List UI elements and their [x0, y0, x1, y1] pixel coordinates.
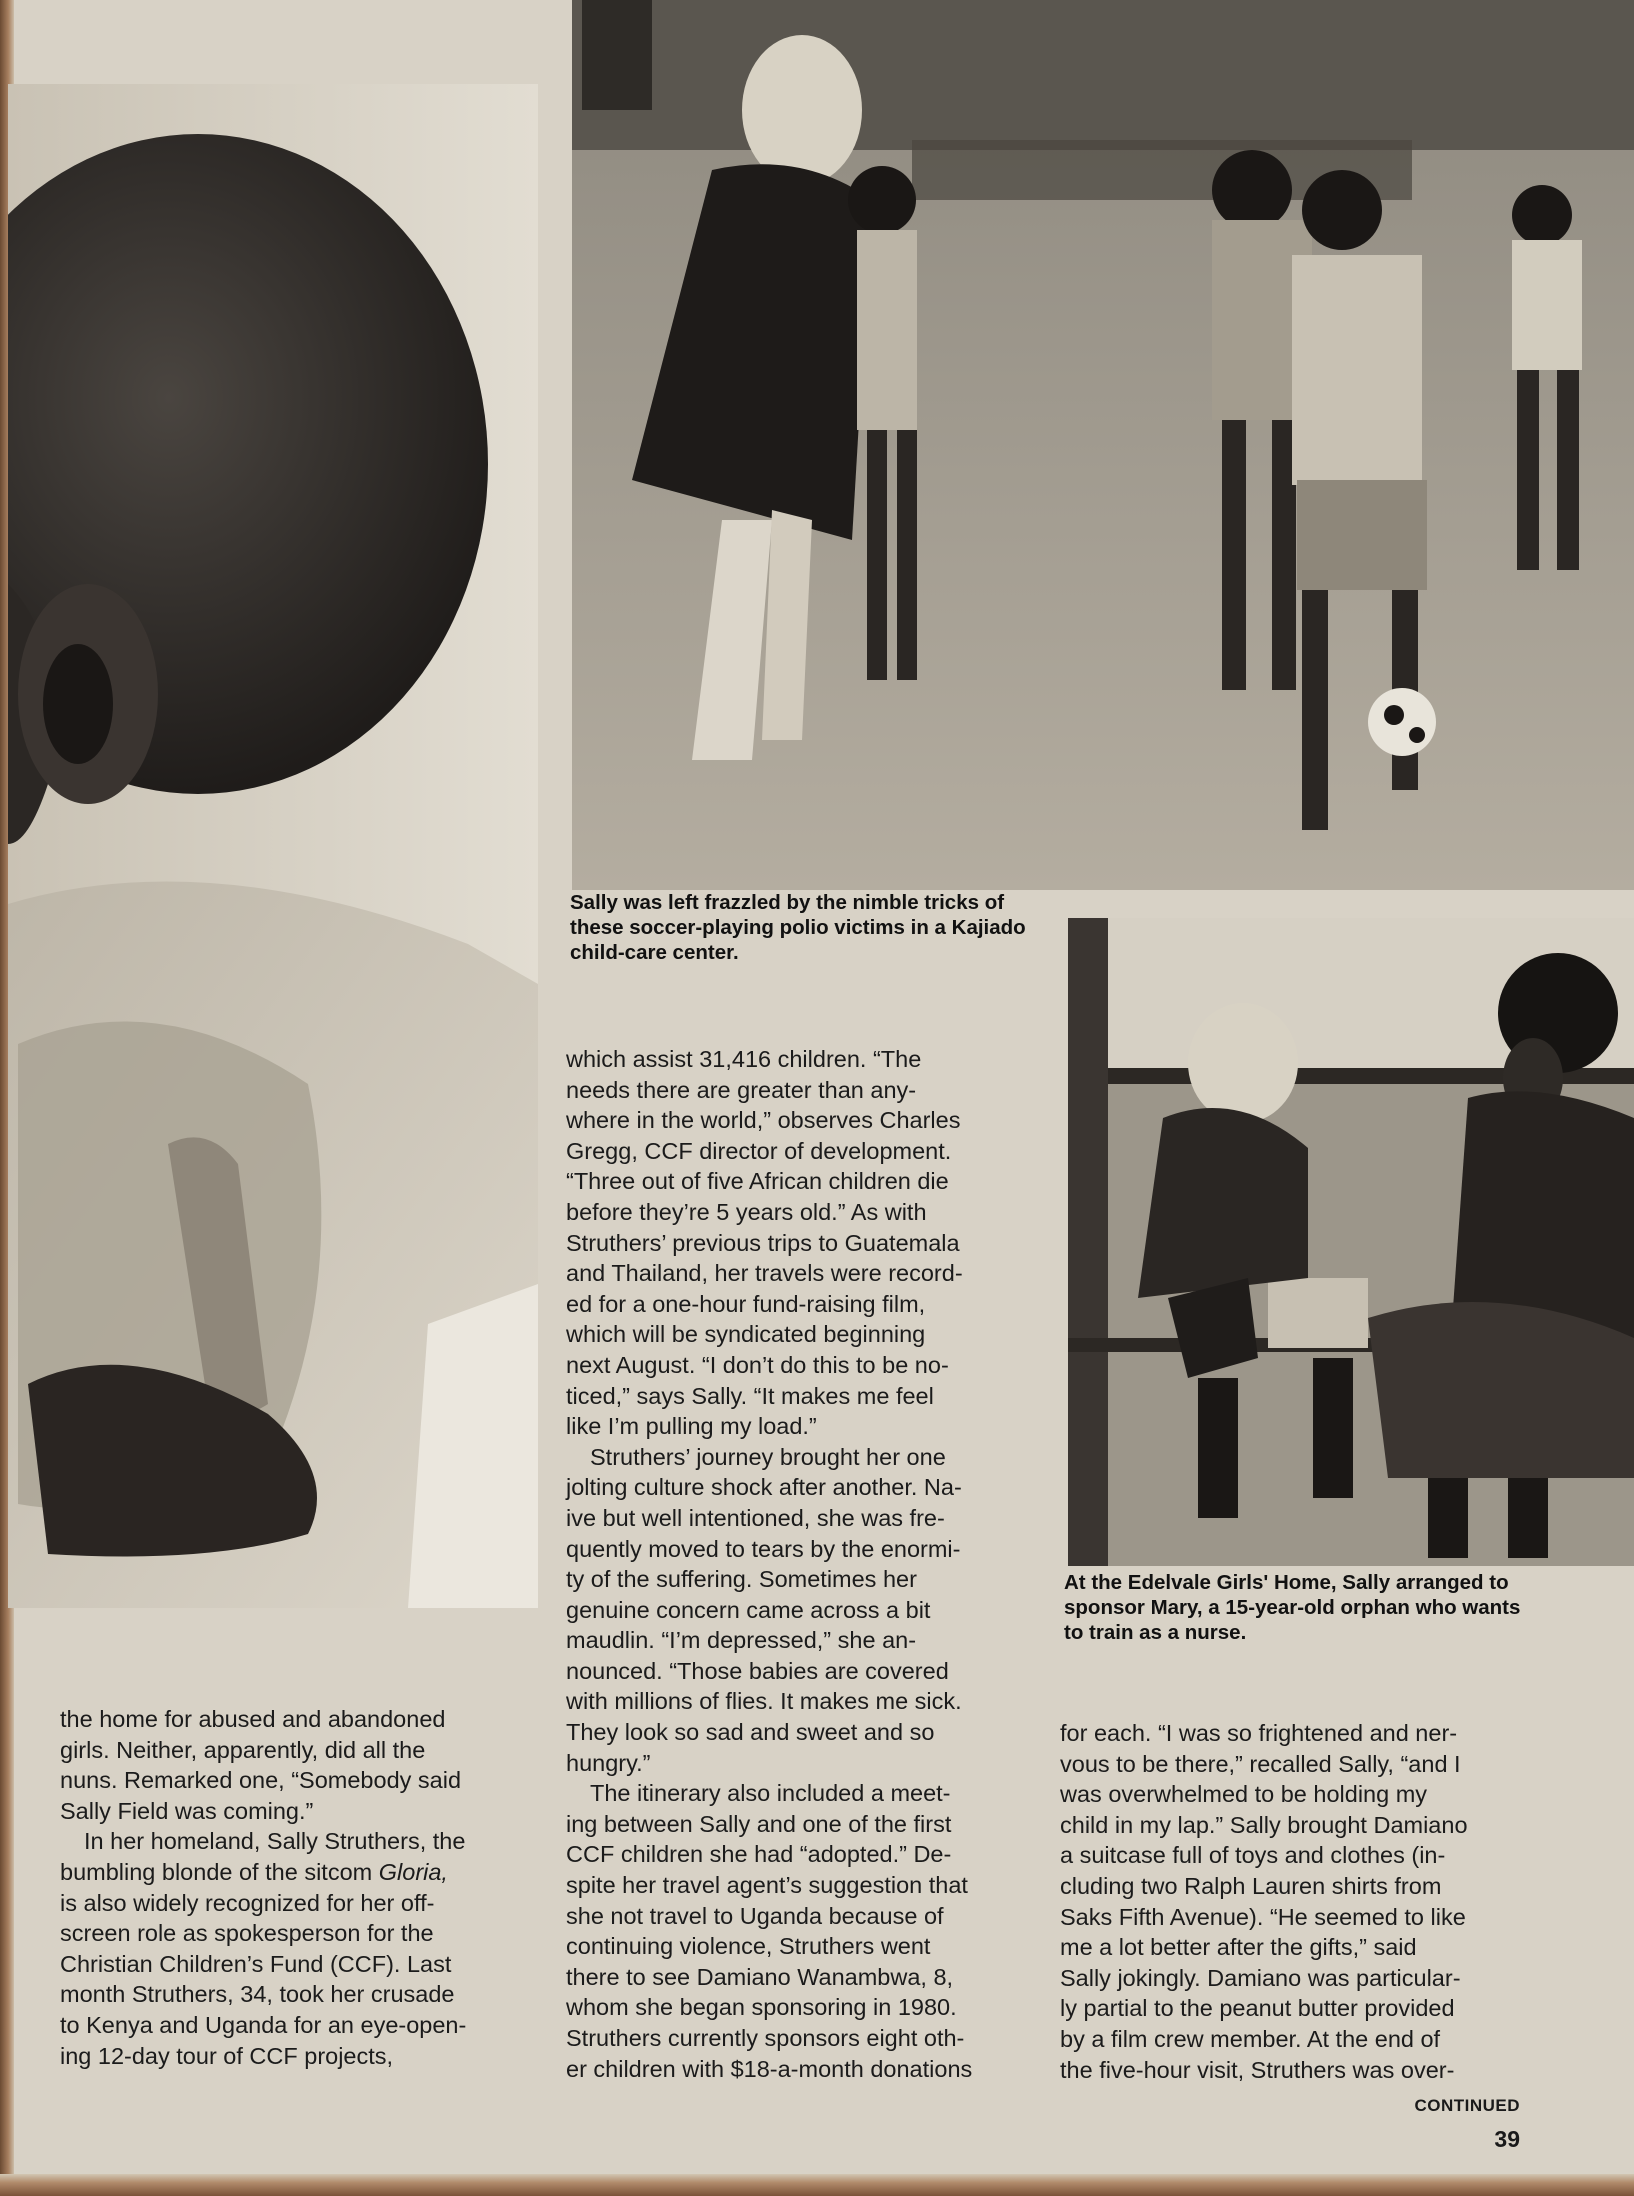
text-line: In her homeland, Sally Struthers, the — [84, 1828, 466, 1855]
text-line: cluding two Ralph Lauren shirts from — [1060, 1872, 1442, 1899]
photo-baby-closeup — [8, 84, 538, 1608]
text-line: ing 12-day tour of CCF projects, — [60, 2042, 394, 2069]
photo-soccer-children — [572, 0, 1634, 890]
text-line: ive but well intentioned, she was fre- — [566, 1504, 945, 1531]
text-line: Saks Fifth Avenue). “He seemed to like — [1060, 1903, 1466, 1930]
paragraph — [60, 1826, 540, 2071]
text-line: ticed,” says Sally. “It makes me feel — [566, 1382, 934, 1409]
text-line: before they’re 5 years old.” As with — [566, 1198, 927, 1225]
paragraph — [566, 1778, 1032, 2084]
page-number: 39 — [1494, 2126, 1520, 2152]
text-line: quently moved to tears by the enormi- — [566, 1535, 961, 1562]
text-line: there to see Damiano Wanambwa, 8, — [566, 1963, 954, 1990]
article-column-middle — [566, 1044, 1032, 2084]
text-line: was overwhelmed to be holding my — [1060, 1781, 1428, 1808]
text-line: where in the world,” observes Charles — [566, 1107, 961, 1134]
text-line: ing between Sally and one of the first — [566, 1810, 952, 1837]
text-line: needs there are greater than any- — [566, 1076, 917, 1103]
text-line: with millions of flies. It makes me sick. — [566, 1688, 962, 1715]
text-line: child in my lap.” Sally brought Damiano — [1060, 1811, 1468, 1838]
text-line: whom she began sponsoring in 1980. — [566, 1994, 957, 2021]
text-line: to Kenya and Uganda for an eye-open- — [60, 2011, 467, 2038]
text-line: she not travel to Uganda because of — [566, 1902, 944, 1929]
text-line: “Three out of five African children die — [566, 1168, 949, 1195]
continued-label: CONTINUED — [1414, 2096, 1520, 2115]
text-line: screen role as spokesperson for the — [60, 1920, 434, 1947]
text-line: CCF children she had “adopted.” De- — [566, 1841, 952, 1868]
text-line: ed for a one-hour fund-raising film, — [566, 1290, 926, 1317]
paragraph — [60, 1704, 540, 1826]
text-line: spite her travel agent’s suggestion that — [566, 1872, 968, 1899]
text-line: girls. Neither, apparently, did all the — [60, 1736, 426, 1763]
text-line: for each. “I was so frightened and ner- — [1060, 1720, 1458, 1746]
text-line: Struthers’ previous trips to Guatemala — [566, 1229, 960, 1256]
text-line: continuing violence, Struthers went — [566, 1933, 931, 1960]
page-edge-bottom — [0, 2174, 1634, 2196]
text-line: They look so sad and sweet and so — [566, 1719, 935, 1746]
caption-soccer-photo: Sally was left frazzled by the nimble tricks of these soccer-playing polio victims in a Kajiado child-care center. — [570, 891, 1026, 964]
text-line: Christian Children’s Fund (CCF). Last — [60, 1950, 452, 1977]
text-line: like I’m pulling my load.” — [566, 1413, 817, 1440]
paragraph — [566, 1442, 1032, 1779]
text-line: month Struthers, 34, took her crusade — [60, 1981, 455, 2008]
text-line: nounced. “Those babies are covered — [566, 1657, 949, 1684]
text-line: The itinerary also included a meet- — [590, 1780, 951, 1807]
photo-soccer-illustration — [572, 0, 1634, 890]
photo-girls-illustration — [1068, 918, 1634, 1566]
text-line: next August. “I don’t do this to be no- — [566, 1351, 949, 1378]
photo-baby-illustration — [8, 84, 538, 1608]
text-line: jolting culture shock after another. Na- — [566, 1474, 962, 1501]
text-line: which will be syndicated beginning — [566, 1321, 926, 1348]
text-line: a suitcase full of toys and clothes (in- — [1060, 1842, 1446, 1869]
paragraph — [1060, 1718, 1530, 2085]
text-line: vous to be there,” recalled Sally, “and I — [1060, 1750, 1461, 1777]
text-line: by a film crew member. At the end of — [1060, 2025, 1441, 2052]
text-line: me a lot better after the gifts,” said — [1060, 1934, 1417, 1961]
text-span: bumbling blonde of the sitcom — [60, 1858, 379, 1885]
text-line — [60, 1857, 540, 1888]
caption-girls-photo: At the Edelvale Girls' Home, Sally arranged to sponsor Mary, a 15-year-old orphan who wants to train as a nurse. — [1064, 1571, 1521, 1644]
text-line: nuns. Remarked one, “Somebody said — [60, 1767, 462, 1794]
text-line: ty of the suffering. Sometimes her — [566, 1566, 917, 1593]
text-line: is also widely recognized for her off- — [60, 1889, 435, 1916]
text-line: genuine concern came across a bit — [566, 1596, 931, 1623]
article-column-left — [60, 1704, 540, 2071]
text-line: the home for abused and abandoned — [60, 1706, 446, 1732]
text-line: ly partial to the peanut butter provided — [1060, 1995, 1455, 2022]
text-line: Sally jokingly. Damiano was particular- — [1060, 1964, 1461, 1991]
article-column-right — [1060, 1718, 1530, 2085]
show-title-italic: Gloria, — [378, 1858, 448, 1885]
text-line: Struthers’ journey brought her one — [590, 1443, 946, 1470]
text-line: which assist 31,416 children. “The — [566, 1046, 922, 1072]
text-line: the five-hour visit, Struthers was over- — [1060, 2056, 1455, 2083]
text-line: er children with $18-a-month donations — [566, 2055, 973, 2082]
text-line: maudlin. “I’m depressed,” she an- — [566, 1627, 917, 1654]
text-line: hungry.” — [566, 1749, 651, 1776]
photo-girls-home — [1068, 918, 1634, 1566]
text-line: Struthers currently sponsors eight oth- — [566, 2025, 965, 2051]
text-line: and Thailand, her travels were record- — [566, 1260, 963, 1287]
text-line: Sally Field was coming.” — [60, 1797, 314, 1824]
paragraph — [566, 1044, 1032, 1442]
text-line: Gregg, CCF director of development. — [566, 1137, 952, 1164]
